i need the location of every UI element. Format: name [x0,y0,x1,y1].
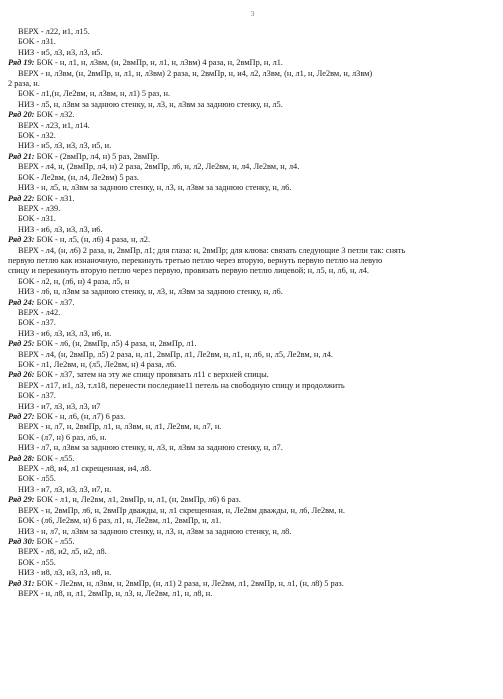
instruction-line [8,474,497,484]
line-text: НИЗ - л6, н, л3вм за заднюю стенку, н, л3, н, л3вм за заднюю стенку, н, л6. [18,287,283,297]
line-text: НИЗ - и5, л3, и3, л3, и5. [18,47,103,57]
line-text: БОК - л1,(н, Ле2вм, н, л3вм, н, л1) 5 раз, н. [18,89,171,99]
instruction-line [8,402,497,412]
line-text: ВЕРХ - л17, и1, л3, т.л18, перенести последние11 петель на свободную спицу и продолжить [18,380,345,390]
line-text: ВЕРХ - л42. [18,307,61,317]
line-text: НИЗ - н, л7, н, л3вм за заднюю стенку, н, л3, н, л3вм за заднюю стенку, н, л8. [18,526,292,536]
line-text: БОК - н, л5, (н, л6) 4 раза, н, л2. [34,235,151,245]
line-text: БОК - л6, (н, 2вмПр, л5) 4 раза, н, 2вмПр, л1. [34,339,197,349]
instruction-line [8,464,497,474]
instruction-line [8,318,497,328]
line-text: БОК - Ле2вм, (н, л4, Ле2вм) 5 раз. [18,172,139,182]
line-text: первую петлю как изнаночную, перекинуть третью петлю через вторую, вернуть первую петлю на левую [8,255,383,265]
row-label: Ряд 24: [8,297,35,307]
line-text: ВЕРХ - л39. [18,203,61,213]
instruction-line [8,360,497,370]
line-text: БОК - л37. [18,391,56,401]
instruction-line [8,558,497,568]
row-label: Ряд 19: [8,58,35,68]
line-text: БОК - л1, Ле2вм, н, (л5, Ле2вм, н) 4 раза, л6. [18,360,177,369]
instruction-line [8,443,497,453]
instruction-line [8,277,497,287]
line-text: ВЕРХ - н, л7, н, 2вмПр, л1, н, л3вм, н, л1, Ле2вм, н, л7, н. [18,422,222,432]
row-label: Ряд 20: [8,110,35,120]
row-label: Ряд 22: [8,193,35,203]
line-text: ВЕРХ - л4, (н, 2вмПр, л5) 2 раза, н, л1, 2вмПр, л1, Ле2вм, н, л1, н, л6, н, л5, Ле2вм, н, л4. [18,349,333,359]
instruction-line [8,246,497,256]
page-number: 3 [250,9,255,18]
line-text: БОК - (2вмПр, л4, н) 5 раз, 2вмПр. [34,151,160,161]
line-text: ВЕРХ - л8, и2, л5, и2, л8. [18,547,107,557]
instruction-line [8,527,497,537]
line-text: НИЗ - и7, л3, и3, л3, и7, н. [18,484,112,494]
instruction-line [8,48,497,58]
instruction-line [8,422,497,432]
instruction-line [8,214,497,224]
line-text: НИЗ - л7, н, л3вм за заднюю стенку, н, л3, н, л3вм за заднюю стенку, н, л7. [18,443,283,453]
instruction-line [8,329,497,339]
row-label: Ряд 25: [8,339,35,349]
line-text: БОК - л55. [34,536,75,546]
line-text: БОК - н, л1, н, л3вм, (н, 2вмПр, н, л1, н, л3вм) 4 раза, н, 2вмПр, н, л1. [34,58,283,68]
row-line [8,339,497,349]
line-text: НИЗ - и5, л3, и3, л3, и5, и. [18,141,112,151]
row-line [8,194,497,204]
instruction-line [8,89,497,99]
row-line [8,235,497,245]
line-text: спицу и перекинуть вторую петлю через первую, провязать первую петлю лицевой; н, л5, н, л6, н, л4. [8,266,370,276]
line-text: БОК - л31. [18,214,56,224]
row-line [8,152,497,162]
instruction-line [8,391,497,401]
line-text: ВЕРХ - л4, (н, л6) 2 раза, н, 2вмПр, л1; для глаза: н, 2вмПр; для клюва: связать следующие 3 петли так: снять [18,245,406,255]
line-text: НИЗ - н, л5, н, л3вм за заднюю стенку, н, л3, н, л3вм за заднюю стенку, н, л6. [18,183,292,193]
instruction-line [8,121,497,131]
row-line [8,412,497,422]
instruction-line [8,131,497,141]
line-text: ВЕРХ - н, л3вм, (н, 2вмПр, н, л1, н, л3вм) 2 раза, н, 2вмПр, н, и4, л2, л3вм, (н, л1, н, Ле2вм, н, л3вм) [18,68,373,78]
instruction-line [8,568,497,578]
instruction-line [8,69,497,79]
row-label: Ряд 26: [8,370,35,380]
row-line [8,110,497,120]
line-text: ВЕРХ - л8, и4, л1 скрещенная, и4, л8. [18,464,152,474]
instruction-line [8,204,497,214]
line-text: БОК - л2, н, (л6, н) 4 раза, л5, н [18,276,130,286]
instruction-line [8,100,497,110]
line-text: БОК - л55. [18,557,56,567]
instruction-line [8,162,497,172]
line-text: НИЗ - и7, л3, и3, л3, и7 [18,401,101,411]
line-text: ВЕРХ - н, 2вмПр, л6, н, 2вмПр дважды, н, л1 скрещенная, н, Ле2вм дважды, н, л6, Ле2вм, н. [18,505,345,515]
line-text: БОК - (л7, н) 6 раз, л6, н. [18,432,107,442]
instruction-line [8,141,497,151]
line-text: БОК - н, л6, (н, л7) 6 раз. [34,412,126,422]
instruction-line [8,589,497,599]
line-text: БОК - л55. [18,474,56,484]
line-text: БОК - л31. [34,193,75,203]
row-line [8,370,497,380]
line-text: БОК - л32. [18,131,56,141]
row-line [8,579,497,589]
instruction-line [8,516,497,526]
instruction-line [8,37,497,47]
instruction-line [8,547,497,557]
instruction-line [8,485,497,495]
continuation-line [8,256,497,266]
line-text: НИЗ - и8, л3, и3, л3, и8, н. [18,568,112,578]
row-label: Ряд 31: [8,578,35,588]
line-text: БОК - л31. [18,37,56,47]
row-line [8,537,497,547]
row-label: Ряд 21: [8,151,35,161]
instruction-line [8,27,497,37]
instruction-line [8,308,497,318]
line-text: ВЕРХ - н, л8, н, л1, 2вмПр, н, л3, н, Ле2вм, л1, н, л8, н. [18,588,213,598]
instruction-line [8,381,497,391]
line-text: БОК - (л6, Ле2вм, н) 6 раз, л1, н, Ле2вм, л1, 2вмПр, н, л1. [18,516,222,526]
line-text: ВЕРХ - л4, н, (2вмПр, л4, н) 2 раза, 2вмПр, л6, н, л2, Ле2вм, н, л4, Ле2вм, н, л4. [18,162,300,172]
instruction-line [8,433,497,443]
line-text: ВЕРХ - л22, и1, л15. [18,27,90,36]
line-text: БОК - л37. [18,318,56,328]
row-label: Ряд 28: [8,453,35,463]
row-line [8,58,497,68]
row-label: Ряд 29: [8,495,35,505]
line-text: 2 раза, н. [8,79,40,89]
line-text: БОК - л32. [34,110,75,120]
pattern-text [8,27,497,599]
instruction-line [8,506,497,516]
line-text: БОК - л37. [34,297,75,307]
instruction-line [8,183,497,193]
line-text: НИЗ - л5, н, л3вм за заднюю стенку, н, л3, н, л3вм за заднюю стенку, н, л5. [18,99,283,109]
line-text: БОК - л37, затем на эту же спицу провязать л11 с верхней спицы. [34,370,269,380]
continuation-line [8,79,497,89]
row-line [8,495,497,505]
row-label: Ряд 23: [8,235,35,245]
line-text: БОК - Ле2вм, н, л3вм, н, 2вмПр, (н, л1) 2 раза, н, Ле2вм, л1, 2вмПр, н, л1, (н, л8) 5 раз. [34,578,344,588]
line-text: БОК - л1, н, Ле2вм, л1, 2вмПр, н, л1, (н, 2вмПр, л6) 6 раз. [34,495,241,505]
line-text: НИЗ - и6, л3, и3, л3, и6, и. [18,328,112,338]
line-text: БОК - л55. [34,453,75,463]
instruction-line [8,225,497,235]
continuation-line [8,266,497,276]
instruction-line [8,173,497,183]
row-line [8,298,497,308]
row-line [8,454,497,464]
instruction-line [8,287,497,297]
instruction-line [8,350,497,360]
row-label: Ряд 27: [8,412,35,422]
line-text: ВЕРХ - л23, и1, л14. [18,120,90,130]
line-text: НИЗ - и6, л3, и3, л3, и6. [18,224,103,234]
row-label: Ряд 30: [8,536,35,546]
